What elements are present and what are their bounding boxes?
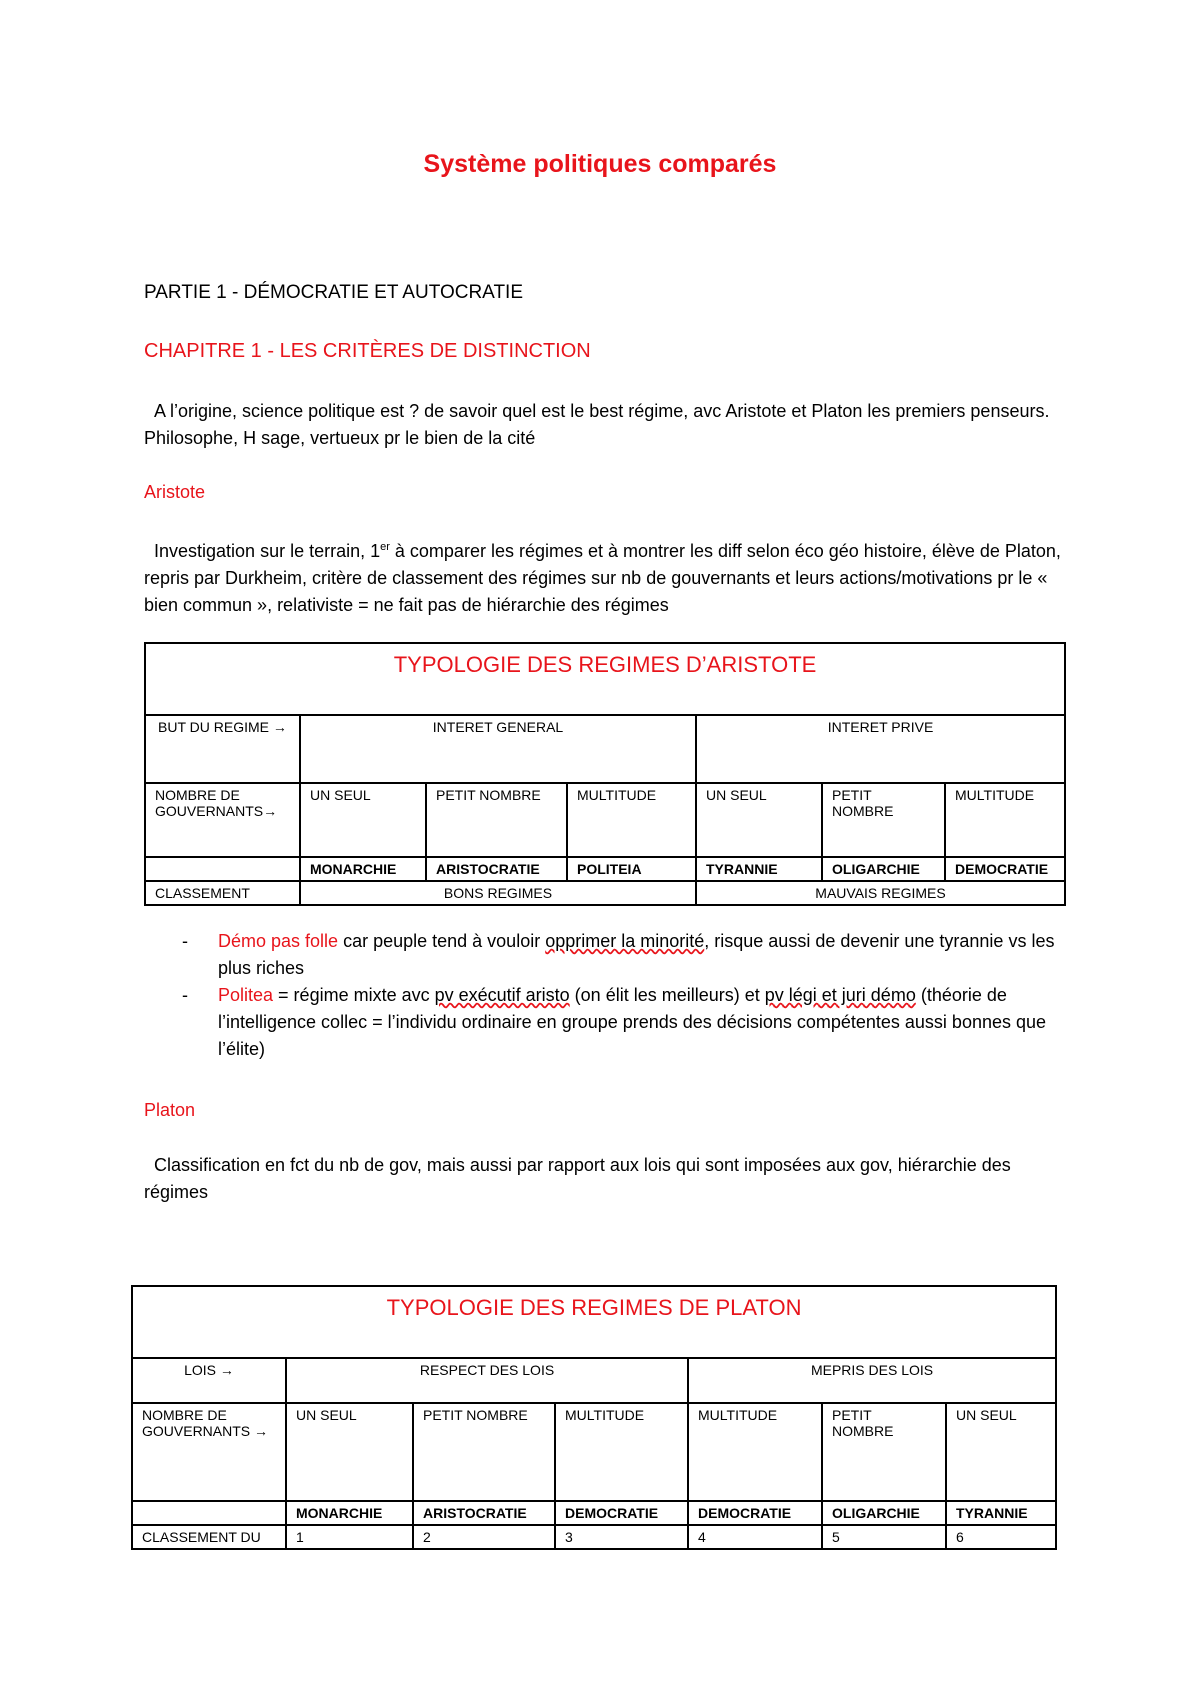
empty-cell <box>132 1501 286 1525</box>
count-cell: UN SEUL <box>286 1403 413 1501</box>
aristote-heading: Aristote <box>144 482 206 502</box>
classement-label: CLASSEMENT <box>145 881 300 905</box>
regime-cell: OLIGARCHIE <box>822 857 945 881</box>
underlined-text: opprimer la minorité <box>545 931 705 951</box>
platon-typology-table <box>131 1285 1057 1550</box>
group-interet-general: INTERET GENERAL <box>300 715 696 783</box>
bullet-red-term: Démo pas folle <box>218 931 339 951</box>
platon-heading: Platon <box>144 1100 196 1120</box>
partie-heading: PARTIE 1 - DÉMOCRATIE ET AUTOCRATIE <box>144 282 524 303</box>
lois-label: LOIS → <box>132 1358 286 1403</box>
rank-cell: 4 <box>688 1525 822 1549</box>
aristote-typology-table <box>144 642 1066 906</box>
rank-cell: 3 <box>555 1525 688 1549</box>
regime-cell: ARISTOCRATIE <box>413 1501 555 1525</box>
count-cell: UN SEUL <box>300 783 426 857</box>
regime-cell: TYRANNIE <box>696 857 822 881</box>
nombre-gouvernants-label: NOMBRE DE GOUVERNANTS→ <box>145 783 300 857</box>
regime-cell: POLITEIA <box>567 857 696 881</box>
document-title: Système politiques comparés <box>423 150 777 178</box>
bullet-text: (théorie de l’intelligence collec = l’individu ordinaire en groupe prends des décisions compétentes aussi bonnes que l’élite) <box>218 985 1047 1059</box>
chapitre-heading: CHAPITRE 1 - LES CRITÈRES DE DISTINCTION <box>144 340 591 362</box>
regime-cell: MONARCHIE <box>300 857 426 881</box>
intro-paragraph: A l’origine, science politique est ? de savoir quel est le best régime, avc Aristote et Platon les premiers penseurs. Philosophe, H sage, vertueux pr le bien de la cité <box>144 401 1050 448</box>
rank-cell: 1 <box>286 1525 413 1549</box>
regime-cell: DEMOCRATIE <box>945 857 1065 881</box>
count-cell: PETIT NOMBRE <box>822 783 945 857</box>
aristote-text-b: à comparer les régimes et à montrer les diff selon éco géo histoire, élève de Platon, repris par Durkheim, critère de classement des régimes sur nb de gouvernants et leurs actions/motivations pr le « bien commun », relativiste = ne fait pas de hiérarchie des régimes <box>144 541 1061 615</box>
empty-cell <box>145 857 300 881</box>
underlined-text: pv légi et juri démo <box>764 985 916 1005</box>
bullet-text: = régime mixte avc <box>273 985 435 1005</box>
group-interet-prive: INTERET PRIVE <box>696 715 1065 783</box>
count-cell: PETIT NOMBRE <box>426 783 567 857</box>
regime-cell: DEMOCRATIE <box>555 1501 688 1525</box>
platon-table-title: TYPOLOGIE DES REGIMES DE PLATON <box>132 1286 1056 1358</box>
regime-cell: DEMOCRATIE <box>688 1501 822 1525</box>
count-cell: MULTITUDE <box>567 783 696 857</box>
bullet-text: car peuple tend à vouloir <box>338 931 546 951</box>
regime-cell: MONARCHIE <box>286 1501 413 1525</box>
count-cell: UN SEUL <box>696 783 822 857</box>
aristote-text-a: Investigation sur le terrain, 1 <box>154 541 381 561</box>
count-cell: PETIT NOMBRE <box>413 1403 555 1501</box>
nombre-gouvernants-label: NOMBRE DE GOUVERNANTS → <box>132 1403 286 1501</box>
bons-regimes-cell: BONS REGIMES <box>300 881 696 905</box>
rank-cell: 6 <box>946 1525 1056 1549</box>
list-item <box>144 982 1074 1063</box>
count-cell: UN SEUL <box>946 1403 1056 1501</box>
bullet-list <box>144 928 1074 1063</box>
ordinal-superscript: er <box>380 541 390 553</box>
bullet-text: (on élit les meilleurs) et <box>569 985 765 1005</box>
group-mepris-des-lois: MEPRIS DES LOIS <box>688 1358 1056 1403</box>
count-cell: MULTITUDE <box>945 783 1065 857</box>
regime-cell: ARISTOCRATIE <box>426 857 567 881</box>
count-cell: PETIT NOMBRE <box>822 1403 946 1501</box>
list-item <box>144 928 1074 982</box>
bullet-text: , risque aussi de devenir une tyrannie vs les plus riches <box>218 931 1055 978</box>
count-cell: MULTITUDE <box>555 1403 688 1501</box>
dash-bullet-icon: - <box>182 931 188 951</box>
aristote-paragraph <box>144 534 1064 619</box>
regime-cell: TYRANNIE <box>946 1501 1056 1525</box>
rank-cell: 2 <box>413 1525 555 1549</box>
count-cell: MULTITUDE <box>688 1403 822 1501</box>
classement-label: CLASSEMENT DU <box>132 1525 286 1549</box>
platon-paragraph: Classification en fct du nb de gov, mais aussi par rapport aux lois qui sont imposées aux gov, hiérarchie des régimes <box>144 1155 1011 1202</box>
rank-cell: 5 <box>822 1525 946 1549</box>
regime-cell: OLIGARCHIE <box>822 1501 946 1525</box>
underlined-text: pv exécutif aristo <box>434 985 570 1005</box>
aristote-table-title: TYPOLOGIE DES REGIMES D’ARISTOTE <box>145 643 1065 715</box>
dash-bullet-icon: - <box>182 985 188 1005</box>
but-regime-label: BUT DU REGIME → <box>145 715 300 783</box>
group-respect-des-lois: RESPECT DES LOIS <box>286 1358 688 1403</box>
bullet-red-term: Politea <box>218 985 274 1005</box>
mauvais-regimes-cell: MAUVAIS REGIMES <box>696 881 1065 905</box>
